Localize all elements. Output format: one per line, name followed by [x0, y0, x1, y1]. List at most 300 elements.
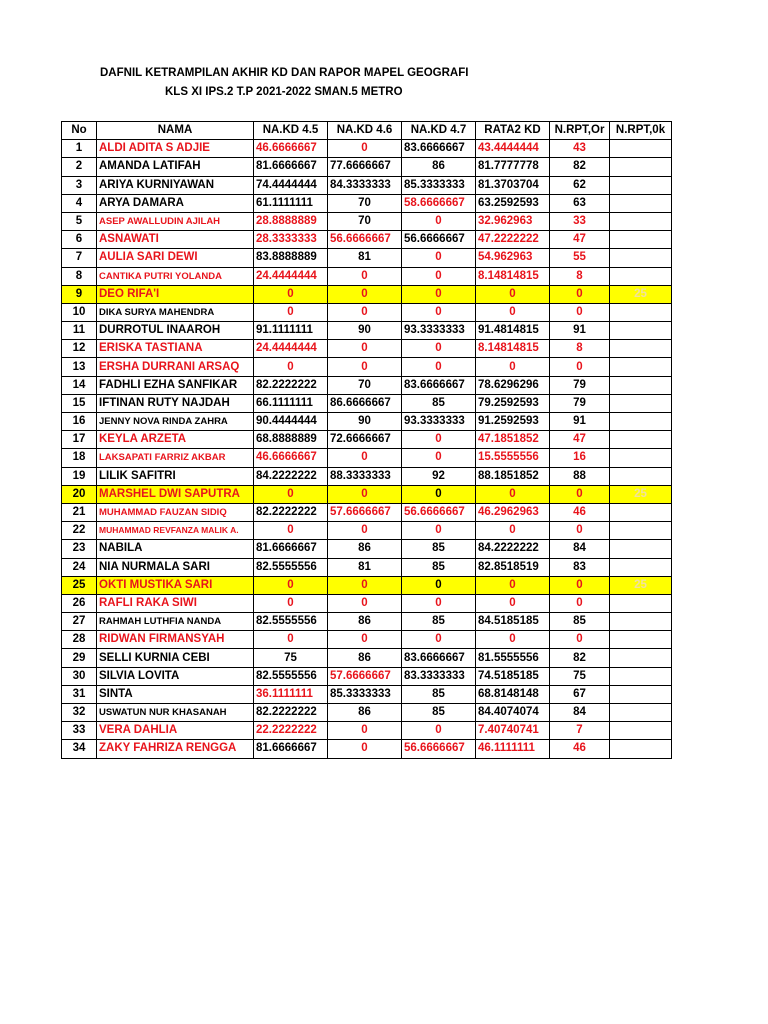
cell-rpt-ok	[610, 267, 672, 285]
cell-kd45: 0	[254, 485, 328, 503]
cell-rpt-ok: 25	[610, 485, 672, 503]
cell-kd45: 82.2222222	[254, 704, 328, 722]
cell-rpt-or: 0	[550, 303, 610, 321]
table-row	[62, 158, 672, 176]
cell-rpt-ok	[610, 613, 672, 631]
cell-rpt-ok	[610, 376, 672, 394]
cell-nama: RIDWAN FIRMANSYAH	[97, 631, 254, 649]
cell-kd46: 72.6666667	[328, 431, 402, 449]
cell-kd47: 85	[402, 685, 476, 703]
cell-rpt-ok	[610, 467, 672, 485]
table-row	[62, 231, 672, 249]
col-header-rpt-ok: N.RPT,0k	[610, 122, 672, 140]
cell-rpt-ok	[610, 158, 672, 176]
cell-kd47: 0	[402, 303, 476, 321]
cell-kd46: 85.3333333	[328, 685, 402, 703]
cell-rpt-or: 8	[550, 340, 610, 358]
cell-rata: 81.3703704	[476, 176, 550, 194]
cell-nama: ARYA DAMARA	[97, 194, 254, 212]
cell-rpt-ok	[610, 431, 672, 449]
cell-no: 33	[62, 722, 97, 740]
cell-kd46: 86	[328, 704, 402, 722]
cell-kd47: 0	[402, 267, 476, 285]
cell-nama: SELLI KURNIA CEBI	[97, 649, 254, 667]
cell-nama: LILIK SAFITRI	[97, 467, 254, 485]
table-row	[62, 740, 672, 758]
cell-nama: ARIYA KURNIYAWAN	[97, 176, 254, 194]
cell-nama: KEYLA ARZETA	[97, 431, 254, 449]
cell-rpt-or: 33	[550, 212, 610, 230]
cell-rata: 32.962963	[476, 212, 550, 230]
cell-kd46: 0	[328, 522, 402, 540]
cell-kd45: 0	[254, 594, 328, 612]
cell-nama: AULIA SARI DEWI	[97, 249, 254, 267]
table-row	[62, 631, 672, 649]
cell-kd46: 0	[328, 303, 402, 321]
cell-rata: 0	[476, 303, 550, 321]
cell-kd47: 85	[402, 540, 476, 558]
cell-kd46: 57.6666667	[328, 667, 402, 685]
cell-nama: ASEP AWALLUDIN AJILAH	[97, 212, 254, 230]
cell-rpt-or: 0	[550, 485, 610, 503]
cell-kd45: 0	[254, 358, 328, 376]
table-row	[62, 303, 672, 321]
cell-rata: 81.5555556	[476, 649, 550, 667]
cell-kd47: 0	[402, 340, 476, 358]
cell-kd46: 81	[328, 558, 402, 576]
cell-rata: 63.2592593	[476, 194, 550, 212]
cell-no: 10	[62, 303, 97, 321]
cell-no: 21	[62, 503, 97, 521]
cell-nama: NIA NURMALA SARI	[97, 558, 254, 576]
cell-rata: 15.5555556	[476, 449, 550, 467]
col-header-rata: RATA2 KD	[476, 122, 550, 140]
cell-rata: 91.4814815	[476, 322, 550, 340]
cell-rpt-or: 16	[550, 449, 610, 467]
cell-kd45: 74.4444444	[254, 176, 328, 194]
cell-rpt-or: 0	[550, 522, 610, 540]
cell-kd45: 22.2222222	[254, 722, 328, 740]
cell-kd45: 24.4444444	[254, 340, 328, 358]
cell-no: 4	[62, 194, 97, 212]
cell-rpt-or: 0	[550, 631, 610, 649]
cell-rpt-or: 7	[550, 722, 610, 740]
table-row	[62, 322, 672, 340]
cell-no: 32	[62, 704, 97, 722]
table-row	[62, 594, 672, 612]
col-header-kd46: NA.KD 4.6	[328, 122, 402, 140]
cell-rpt-or: 91	[550, 413, 610, 431]
cell-kd45: 66.1111111	[254, 394, 328, 412]
cell-rpt-ok	[610, 704, 672, 722]
cell-kd46: 0	[328, 449, 402, 467]
cell-rata: 91.2592593	[476, 413, 550, 431]
cell-kd47: 0	[402, 576, 476, 594]
cell-rata: 8.14814815	[476, 340, 550, 358]
cell-rpt-or: 75	[550, 667, 610, 685]
cell-kd47: 0	[402, 631, 476, 649]
cell-rpt-or: 62	[550, 176, 610, 194]
cell-rata: 46.2962963	[476, 503, 550, 521]
cell-kd47: 0	[402, 449, 476, 467]
header-row	[62, 122, 672, 140]
cell-nama: OKTI MUSTIKA SARI	[97, 576, 254, 594]
table-row	[62, 212, 672, 230]
cell-rpt-or: 46	[550, 503, 610, 521]
cell-kd47: 0	[402, 358, 476, 376]
table-row	[62, 649, 672, 667]
table-row	[62, 503, 672, 521]
cell-rpt-ok	[610, 394, 672, 412]
cell-kd46: 70	[328, 194, 402, 212]
cell-kd45: 82.5555556	[254, 667, 328, 685]
cell-nama: USWATUN NUR KHASANAH	[97, 704, 254, 722]
cell-rpt-or: 79	[550, 376, 610, 394]
cell-no: 16	[62, 413, 97, 431]
cell-kd45: 0	[254, 285, 328, 303]
cell-kd45: 0	[254, 522, 328, 540]
cell-rpt-ok	[610, 631, 672, 649]
cell-kd46: 0	[328, 485, 402, 503]
cell-kd46: 0	[328, 631, 402, 649]
cell-kd45: 84.2222222	[254, 467, 328, 485]
cell-kd46: 0	[328, 358, 402, 376]
cell-nama: RAFLI RAKA SIWI	[97, 594, 254, 612]
cell-kd45: 82.2222222	[254, 376, 328, 394]
cell-nama: DIKA SURYA MAHENDRA	[97, 303, 254, 321]
cell-rpt-or: 82	[550, 158, 610, 176]
cell-rata: 47.2222222	[476, 231, 550, 249]
cell-rpt-ok	[610, 667, 672, 685]
table-row	[62, 540, 672, 558]
cell-rpt-or: 82	[550, 649, 610, 667]
cell-kd46: 86	[328, 540, 402, 558]
cell-rpt-or: 79	[550, 394, 610, 412]
cell-kd47: 85.3333333	[402, 176, 476, 194]
cell-rpt-or: 0	[550, 576, 610, 594]
cell-no: 30	[62, 667, 97, 685]
cell-rpt-or: 8	[550, 267, 610, 285]
cell-kd45: 83.8888889	[254, 249, 328, 267]
cell-kd46: 0	[328, 140, 402, 158]
cell-kd45: 46.6666667	[254, 140, 328, 158]
cell-kd46: 56.6666667	[328, 231, 402, 249]
cell-rpt-ok	[610, 722, 672, 740]
cell-kd45: 68.8888889	[254, 431, 328, 449]
table-row	[62, 285, 672, 303]
cell-nama: MARSHEL DWI SAPUTRA	[97, 485, 254, 503]
cell-rata: 84.5185185	[476, 613, 550, 631]
cell-no: 22	[62, 522, 97, 540]
cell-rpt-ok	[610, 740, 672, 758]
cell-rpt-or: 88	[550, 467, 610, 485]
table-row	[62, 667, 672, 685]
cell-rata: 82.8518519	[476, 558, 550, 576]
cell-kd46: 90	[328, 413, 402, 431]
cell-kd46: 0	[328, 576, 402, 594]
cell-kd47: 83.6666667	[402, 649, 476, 667]
cell-kd46: 88.3333333	[328, 467, 402, 485]
cell-kd47: 0	[402, 249, 476, 267]
cell-nama: IFTINAN RUTY NAJDAH	[97, 394, 254, 412]
table-row	[62, 449, 672, 467]
cell-nama: ERSHA DURRANI ARSAQ	[97, 358, 254, 376]
cell-kd46: 90	[328, 322, 402, 340]
cell-rpt-ok: 25	[610, 285, 672, 303]
cell-rpt-ok	[610, 449, 672, 467]
cell-nama: NABILA	[97, 540, 254, 558]
cell-kd45: 24.4444444	[254, 267, 328, 285]
cell-rpt-ok: 25	[610, 576, 672, 594]
cell-kd45: 81.6666667	[254, 540, 328, 558]
cell-kd47: 93.3333333	[402, 322, 476, 340]
cell-rpt-or: 0	[550, 594, 610, 612]
cell-no: 1	[62, 140, 97, 158]
cell-rpt-or: 84	[550, 540, 610, 558]
cell-no: 28	[62, 631, 97, 649]
table-row	[62, 685, 672, 703]
cell-kd47: 83.6666667	[402, 140, 476, 158]
table-row	[62, 576, 672, 594]
cell-rata: 78.6296296	[476, 376, 550, 394]
cell-rata: 68.8148148	[476, 685, 550, 703]
cell-kd46: 0	[328, 340, 402, 358]
cell-nama: ALDI ADITA S ADJIE	[97, 140, 254, 158]
cell-rata: 54.962963	[476, 249, 550, 267]
table-row	[62, 467, 672, 485]
cell-nama: DURROTUL INAAROH	[97, 322, 254, 340]
table-row	[62, 140, 672, 158]
cell-kd45: 81.6666667	[254, 740, 328, 758]
cell-no: 6	[62, 231, 97, 249]
table-row	[62, 558, 672, 576]
table-row	[62, 413, 672, 431]
cell-nama: JENNY NOVA RINDA ZAHRA	[97, 413, 254, 431]
cell-kd47: 85	[402, 394, 476, 412]
cell-rata: 8.14814815	[476, 267, 550, 285]
cell-rpt-or: 85	[550, 613, 610, 631]
cell-nama: FADHLI EZHA SANFIKAR	[97, 376, 254, 394]
cell-rata: 0	[476, 631, 550, 649]
cell-no: 24	[62, 558, 97, 576]
grades-table	[61, 121, 672, 759]
cell-no: 12	[62, 340, 97, 358]
cell-nama: VERA DAHLIA	[97, 722, 254, 740]
table-row	[62, 485, 672, 503]
cell-no: 2	[62, 158, 97, 176]
report-subtitle: KLS XI IPS.2 T.P 2021-2022 SMAN.5 METRO	[165, 86, 403, 98]
cell-nama: ASNAWATI	[97, 231, 254, 249]
cell-no: 27	[62, 613, 97, 631]
table-row	[62, 394, 672, 412]
cell-rata: 79.2592593	[476, 394, 550, 412]
cell-nama: SILVIA LOVITA	[97, 667, 254, 685]
cell-rpt-or: 83	[550, 558, 610, 576]
cell-kd45: 46.6666667	[254, 449, 328, 467]
cell-no: 31	[62, 685, 97, 703]
cell-kd46: 77.6666667	[328, 158, 402, 176]
table-row	[62, 176, 672, 194]
cell-rpt-or: 0	[550, 285, 610, 303]
cell-kd45: 0	[254, 576, 328, 594]
cell-no: 13	[62, 358, 97, 376]
cell-no: 17	[62, 431, 97, 449]
cell-rata: 0	[476, 285, 550, 303]
cell-nama: ZAKY FAHRIZA RENGGA	[97, 740, 254, 758]
cell-nama: ERISKA TASTIANA	[97, 340, 254, 358]
cell-kd47: 0	[402, 522, 476, 540]
cell-rpt-or: 47	[550, 431, 610, 449]
table-row	[62, 340, 672, 358]
cell-rpt-ok	[610, 303, 672, 321]
cell-rpt-ok	[610, 176, 672, 194]
cell-no: 18	[62, 449, 97, 467]
cell-rpt-ok	[610, 413, 672, 431]
cell-rpt-ok	[610, 558, 672, 576]
cell-no: 34	[62, 740, 97, 758]
cell-rpt-or: 43	[550, 140, 610, 158]
cell-nama: CANTIKA PUTRI YOLANDA	[97, 267, 254, 285]
cell-no: 25	[62, 576, 97, 594]
cell-rata: 74.5185185	[476, 667, 550, 685]
cell-kd47: 56.6666667	[402, 231, 476, 249]
cell-kd46: 86	[328, 613, 402, 631]
cell-kd45: 0	[254, 631, 328, 649]
table-row	[62, 613, 672, 631]
cell-rpt-ok	[610, 594, 672, 612]
cell-kd47: 85	[402, 558, 476, 576]
cell-rpt-ok	[610, 140, 672, 158]
cell-nama: SINTA	[97, 685, 254, 703]
cell-kd45: 36.1111111	[254, 685, 328, 703]
cell-no: 7	[62, 249, 97, 267]
cell-kd46: 84.3333333	[328, 176, 402, 194]
cell-nama: DEO RIFA'I	[97, 285, 254, 303]
cell-kd47: 56.6666667	[402, 740, 476, 758]
table-row	[62, 722, 672, 740]
cell-rpt-ok	[610, 358, 672, 376]
table-row	[62, 522, 672, 540]
cell-no: 19	[62, 467, 97, 485]
col-header-no: No	[62, 122, 97, 140]
cell-rpt-ok	[610, 249, 672, 267]
cell-kd46: 70	[328, 376, 402, 394]
cell-no: 20	[62, 485, 97, 503]
cell-no: 5	[62, 212, 97, 230]
cell-kd45: 91.1111111	[254, 322, 328, 340]
cell-no: 15	[62, 394, 97, 412]
cell-kd47: 85	[402, 613, 476, 631]
cell-rata: 81.7777778	[476, 158, 550, 176]
cell-rpt-ok	[610, 685, 672, 703]
cell-nama: LAKSAPATI FARRIZ AKBAR	[97, 449, 254, 467]
cell-no: 14	[62, 376, 97, 394]
cell-kd45: 75	[254, 649, 328, 667]
cell-rpt-or: 0	[550, 358, 610, 376]
cell-kd47: 83.6666667	[402, 376, 476, 394]
cell-kd46: 86	[328, 649, 402, 667]
cell-rpt-ok	[610, 649, 672, 667]
cell-kd46: 70	[328, 212, 402, 230]
cell-rpt-or: 91	[550, 322, 610, 340]
cell-rpt-ok	[610, 231, 672, 249]
cell-kd46: 0	[328, 722, 402, 740]
cell-kd45: 82.2222222	[254, 503, 328, 521]
cell-kd47: 86	[402, 158, 476, 176]
cell-kd45: 61.1111111	[254, 194, 328, 212]
cell-kd45: 28.8888889	[254, 212, 328, 230]
cell-kd46: 81	[328, 249, 402, 267]
col-header-rpt-or: N.RPT,Or	[550, 122, 610, 140]
cell-rata: 46.1111111	[476, 740, 550, 758]
cell-kd47: 56.6666667	[402, 503, 476, 521]
cell-kd45: 0	[254, 303, 328, 321]
table-row	[62, 704, 672, 722]
cell-nama: AMANDA LATIFAH	[97, 158, 254, 176]
cell-rata: 0	[476, 358, 550, 376]
col-header-nama: NAMA	[97, 122, 254, 140]
cell-kd47: 83.3333333	[402, 667, 476, 685]
cell-rpt-ok	[610, 522, 672, 540]
cell-rpt-or: 46	[550, 740, 610, 758]
cell-rpt-ok	[610, 503, 672, 521]
cell-kd47: 0	[402, 212, 476, 230]
cell-rpt-ok	[610, 540, 672, 558]
cell-kd47: 0	[402, 285, 476, 303]
cell-kd45: 82.5555556	[254, 613, 328, 631]
cell-rata: 0	[476, 594, 550, 612]
cell-rpt-ok	[610, 212, 672, 230]
cell-rata: 84.4074074	[476, 704, 550, 722]
cell-rata: 0	[476, 576, 550, 594]
table-row	[62, 376, 672, 394]
cell-kd47: 93.3333333	[402, 413, 476, 431]
table-row	[62, 249, 672, 267]
cell-no: 3	[62, 176, 97, 194]
cell-kd46: 0	[328, 594, 402, 612]
cell-kd46: 57.6666667	[328, 503, 402, 521]
cell-nama: RAHMAH LUTHFIA NANDA	[97, 613, 254, 631]
cell-kd46: 0	[328, 267, 402, 285]
col-header-kd47: NA.KD 4.7	[402, 122, 476, 140]
cell-kd47: 0	[402, 594, 476, 612]
cell-nama: MUHAMMAD FAUZAN SIDIQ	[97, 503, 254, 521]
cell-rpt-or: 47	[550, 231, 610, 249]
cell-no: 23	[62, 540, 97, 558]
cell-kd45: 81.6666667	[254, 158, 328, 176]
cell-nama: MUHAMMAD REVFANZA MALIK A.	[97, 522, 254, 540]
cell-rata: 43.4444444	[476, 140, 550, 158]
cell-rpt-ok	[610, 322, 672, 340]
cell-kd45: 82.5555556	[254, 558, 328, 576]
cell-kd46: 0	[328, 740, 402, 758]
cell-rata: 84.2222222	[476, 540, 550, 558]
cell-kd45: 90.4444444	[254, 413, 328, 431]
cell-rata: 47.1851852	[476, 431, 550, 449]
cell-rpt-ok	[610, 194, 672, 212]
cell-no: 9	[62, 285, 97, 303]
table-row	[62, 358, 672, 376]
report-title: DAFNIL KETRAMPILAN AKHIR KD DAN RAPOR MAPEL GEOGRAFI	[100, 67, 469, 79]
cell-rpt-or: 63	[550, 194, 610, 212]
cell-kd47: 85	[402, 704, 476, 722]
cell-kd47: 0	[402, 722, 476, 740]
cell-no: 26	[62, 594, 97, 612]
col-header-kd45: NA.KD 4.5	[254, 122, 328, 140]
table-row	[62, 267, 672, 285]
cell-rpt-or: 84	[550, 704, 610, 722]
cell-rata: 0	[476, 522, 550, 540]
